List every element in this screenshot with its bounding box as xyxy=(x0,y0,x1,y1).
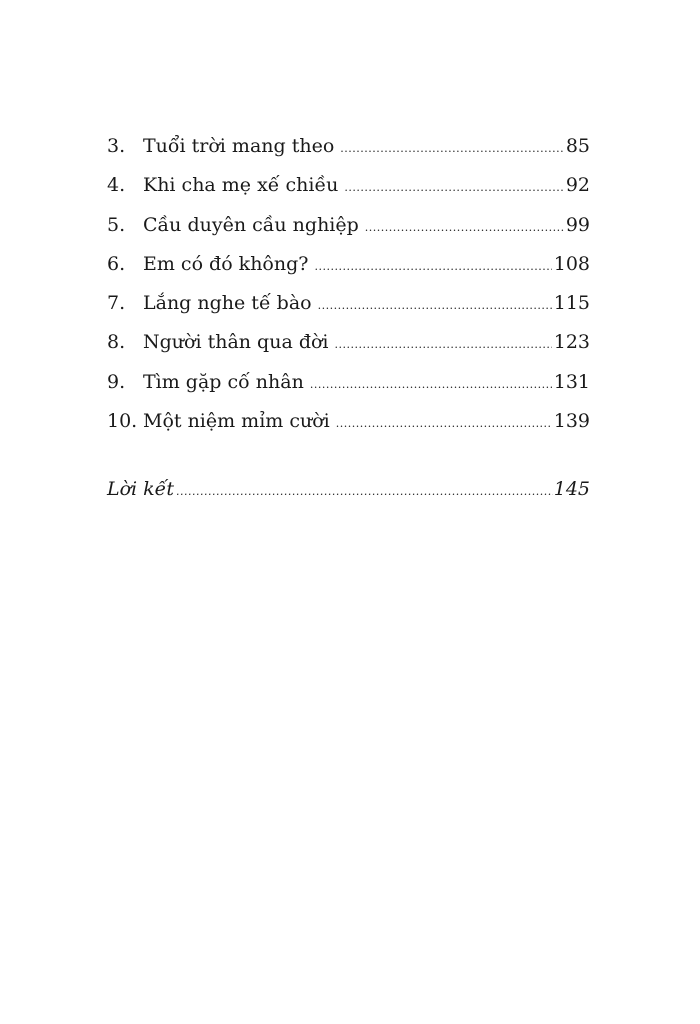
toc-epilogue-entry xyxy=(107,470,590,511)
toc-entry-page: 115 xyxy=(553,292,590,315)
toc-entry-number: 7. xyxy=(107,292,126,315)
toc-entry-number: 6. xyxy=(107,252,126,275)
epilogue-page: 145 xyxy=(553,478,590,500)
toc-entry xyxy=(107,166,590,205)
dot-leader xyxy=(340,129,564,168)
toc-entry-page: 131 xyxy=(553,370,590,393)
toc-entry-page: 99 xyxy=(565,213,590,236)
dot-leader xyxy=(365,208,564,247)
epilogue-title: Lời kết xyxy=(107,478,175,500)
toc-entry-number: 5. xyxy=(107,213,126,236)
toc-entry-title: Người thân qua đời xyxy=(143,331,329,354)
toc-entry-page: 139 xyxy=(553,410,590,433)
dot-leader xyxy=(344,168,563,207)
toc-entry-title: Cầu duyên cầu nghiệp xyxy=(143,213,359,236)
dot-leader xyxy=(336,404,552,443)
toc-entry-page: 123 xyxy=(553,331,590,354)
toc-entry xyxy=(107,402,590,441)
toc-entry-number: 8. xyxy=(107,331,126,354)
toc-entry-page: 85 xyxy=(565,135,590,157)
toc-entry-number: 10. xyxy=(107,410,138,433)
toc-entry-number: 4. xyxy=(107,174,126,197)
toc-entry-title: Tuổi trời mang theo xyxy=(143,135,335,157)
toc-entry xyxy=(107,245,590,284)
toc-entry xyxy=(107,284,590,323)
toc-entry-title: Khi cha mẹ xế chiều xyxy=(143,174,339,197)
toc-entry-title: Tìm gặp cố nhân xyxy=(143,370,304,393)
dot-leader xyxy=(314,247,551,286)
dot-leader xyxy=(176,472,553,511)
dot-leader xyxy=(310,365,552,404)
toc-entry xyxy=(107,127,590,166)
toc-entry-number: 3. xyxy=(107,135,126,157)
table-of-contents xyxy=(107,127,590,441)
toc-entry-number: 9. xyxy=(107,370,126,393)
toc-entry-page: 92 xyxy=(565,174,590,197)
toc-entry-title: Một niệm mỉm cười xyxy=(143,410,330,433)
toc-entry-title: Lắng nghe tế bào xyxy=(143,292,312,315)
toc-entry xyxy=(107,206,590,245)
toc-entry-title: Em có đó không? xyxy=(143,252,309,275)
toc-entry xyxy=(107,363,590,402)
toc-entry xyxy=(107,323,590,362)
toc-entry-page: 108 xyxy=(553,252,590,275)
dot-leader xyxy=(318,286,552,325)
dot-leader xyxy=(335,325,552,364)
